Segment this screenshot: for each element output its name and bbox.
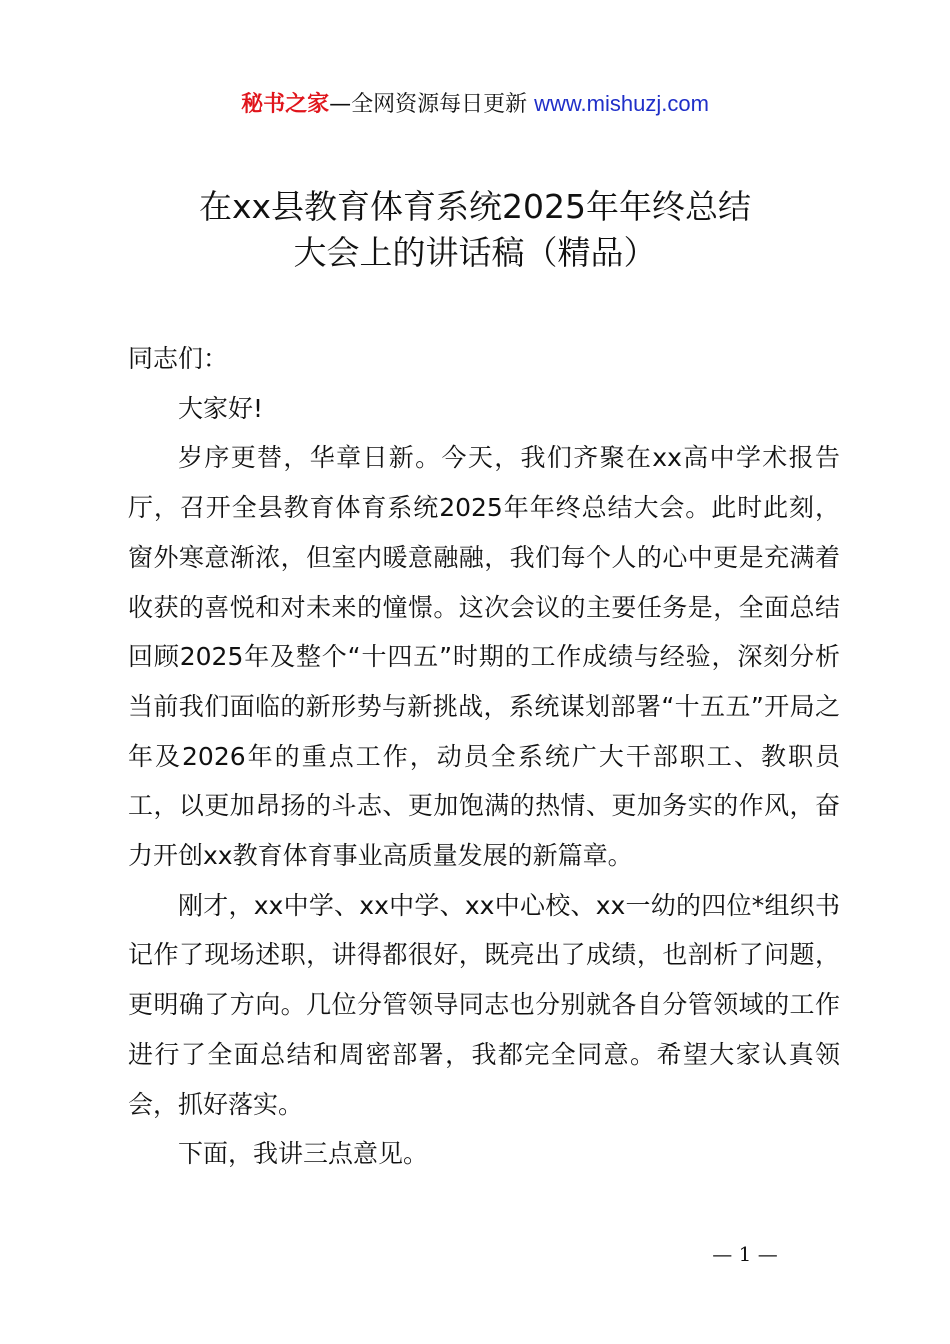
title-line-2: 大会上的讲话稿（精品） (293, 233, 657, 272)
page-number: — 1 — (712, 1242, 778, 1266)
speech-body (128, 334, 840, 1179)
paragraph: 下面，我讲三点意见。 (178, 1139, 429, 1169)
site-url-link[interactable]: www.mishuzj.com (534, 91, 709, 116)
title-line-1: 在xx县教育体育系统2025年年终总结 (198, 187, 752, 226)
site-header (0, 88, 950, 121)
brand-name: 秘书之家 (241, 92, 330, 117)
paragraph: 岁序更替，华章日新。今天，我们齐聚在xx高中学术报告厅，召开全县教育体育系统2025年年终总结大会。此时此刻，窗外寒意渐浓，但室内暖意融融，我们每个人的心中更是充满着收获的喜悦和对未来的憧憬。这次会议的主要任务是，全面总结回顾2025年及整个“十四五”时期的工作成绩与经验，深刻分析当前我们面临的新形势与新挑战，系统谋划部署“十五五”开局之年及2026年的重点工作，动员全系统广大干部职工、教职员工，以更加昂扬的斗志、更加饱满的热情、更加务实的作风，奋力开创xx教育体育事业高质量发展的新篇章。 (128, 443, 840, 871)
greeting: 大家好! (178, 393, 264, 423)
header-tagline: —全网资源每日更新 (329, 92, 535, 117)
paragraph: 刚才，xx中学、xx中学、xx中心校、xx一幼的四位*组织书记作了现场述职，讲得都很好，既亮出了成绩，也剖析了问题，更明确了方向。几位分管领导同志也分别就各自分管领域的工作进行了全面总结和周密部署，我都完全同意。希望大家认真领会，抓好落实。 (128, 890, 840, 1119)
document-title (0, 184, 950, 276)
salutation: 同志们： (128, 344, 229, 373)
